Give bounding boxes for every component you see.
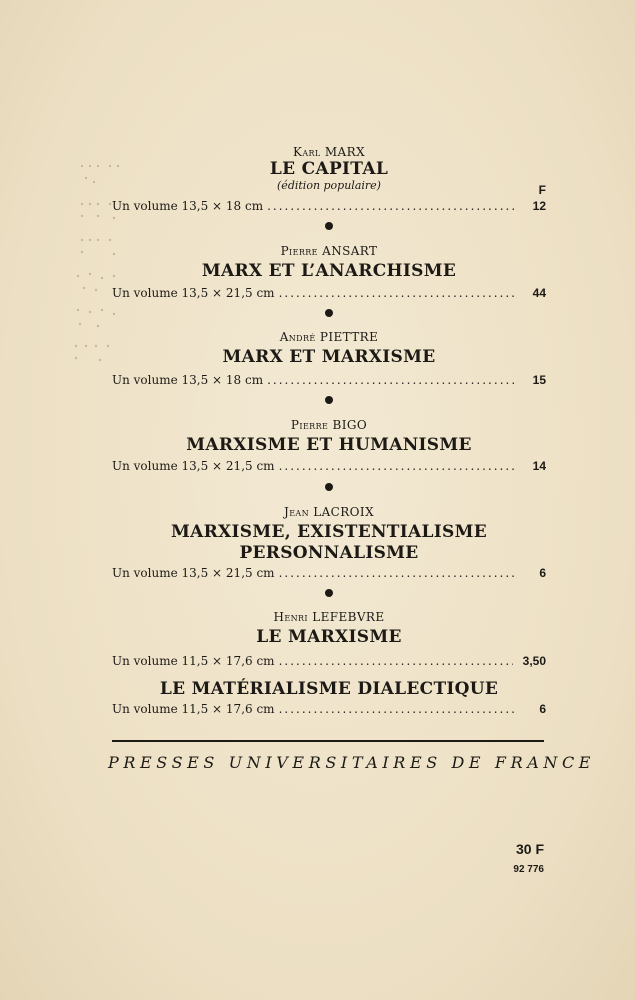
- separator-bullet: [325, 309, 333, 317]
- price: 14: [532, 459, 546, 473]
- book-title: LE MARXISME: [256, 627, 402, 647]
- price: 12: [532, 199, 546, 213]
- book-entry: [112, 244, 546, 282]
- book-entry: [112, 418, 546, 456]
- book-title-line-1: MARXISME, EXISTENTIALISME: [171, 522, 487, 542]
- separator-bullet: [325, 483, 333, 491]
- author-name: Jean LACROIX: [283, 505, 375, 519]
- book-entry: [112, 610, 546, 648]
- book-entry: [112, 145, 546, 192]
- book-title-line-2: PERSONNALISME: [239, 543, 419, 563]
- author-name: André PIETTRE: [279, 330, 379, 344]
- author-name: Pierre ANSART: [280, 244, 378, 258]
- volume-line: Un volume 13,5 × 21,5 cm ..... 14: [112, 459, 546, 475]
- price: 6: [539, 702, 546, 716]
- volume-line: Un volume 11,5 × 17,6 cm ..... 6: [112, 702, 546, 718]
- cover-price: 30 F: [515, 841, 544, 857]
- book-entry: [112, 505, 546, 564]
- book-title: MARX ET MARXISME: [222, 347, 436, 367]
- author-name: Pierre BIGO: [290, 418, 368, 432]
- price: 3,50: [522, 654, 546, 668]
- book-title: MARX ET L’ANARCHISME: [201, 261, 457, 281]
- book-title: LE CAPITAL: [269, 159, 389, 179]
- price: 44: [532, 286, 546, 300]
- divider-rule: [112, 740, 544, 742]
- book-title: LE MATÉRIALISME DIALECTIQUE: [159, 679, 499, 699]
- catalog-code: 92 776: [513, 864, 544, 875]
- price-column-header: F: [538, 183, 546, 197]
- price: 6: [539, 566, 546, 580]
- separator-bullet: [325, 222, 333, 230]
- book-title: MARXISME ET HUMANISME: [186, 435, 472, 455]
- publisher-name: PRESSES UNIVERSITAIRES DE FRANCE: [108, 753, 596, 772]
- volume-line: Un volume 13,5 × 18 cm ..... 15: [112, 373, 546, 389]
- book-subtitle: (édition populaire): [277, 179, 381, 192]
- volume-line: Un volume 13,5 × 21,5 cm ..... 6: [112, 566, 546, 582]
- price: 15: [532, 373, 546, 387]
- author-name: Henri LEFEBVRE: [273, 610, 385, 624]
- book-entry: [112, 330, 546, 368]
- volume-line: Un volume 13,5 × 21,5 cm ..... 44: [112, 286, 546, 302]
- book-entry: [112, 679, 546, 700]
- separator-bullet: [325, 589, 333, 597]
- author-name: Karl MARX: [292, 145, 366, 159]
- separator-bullet: [325, 396, 333, 404]
- volume-line: Un volume 13,5 × 18 cm ..... 12: [112, 199, 546, 215]
- volume-line: Un volume 11,5 × 17,6 cm ..... 3,50: [112, 654, 546, 670]
